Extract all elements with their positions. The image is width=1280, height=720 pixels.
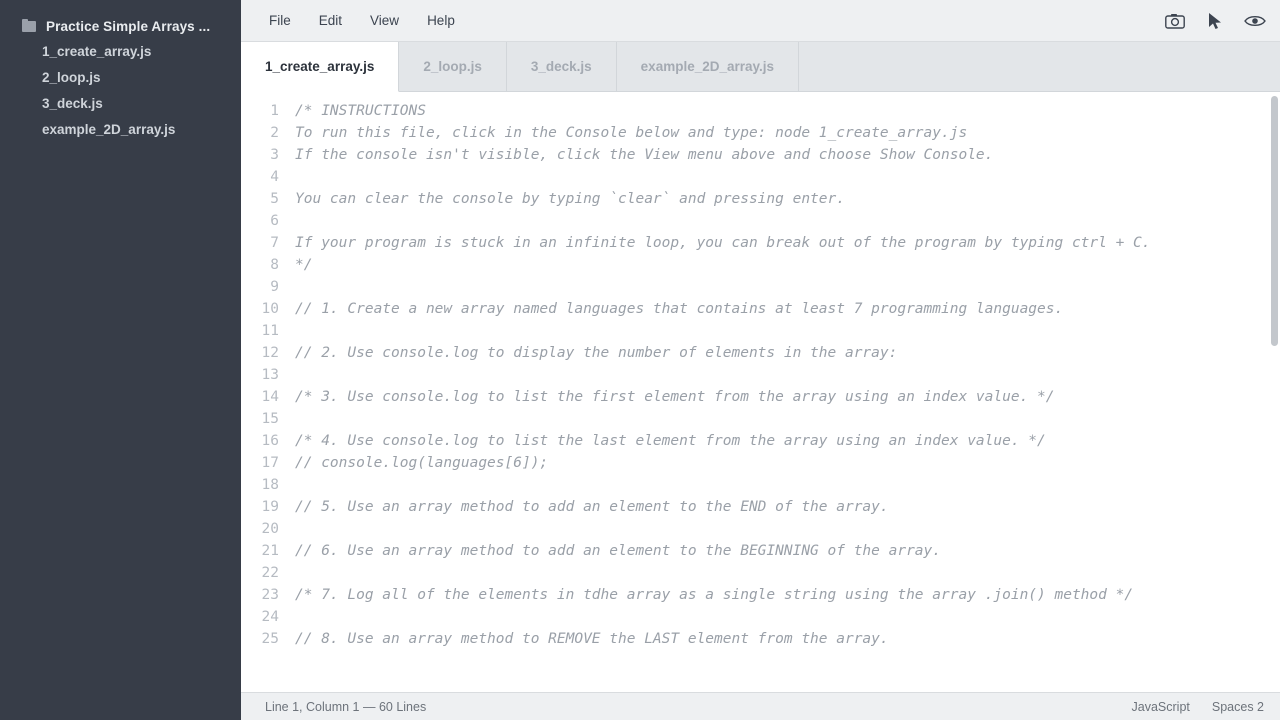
code-line[interactable]	[295, 474, 1256, 496]
line-number: 22	[261, 565, 279, 581]
line-number: 24	[261, 609, 279, 625]
line-number: 2	[270, 125, 279, 141]
tab-1-create-array[interactable]: 1_create_array.js	[241, 42, 399, 92]
tab-bar	[241, 42, 1280, 92]
code-line[interactable]	[295, 408, 1256, 430]
menu-file[interactable]: File	[269, 13, 291, 28]
code-line[interactable]: To run this file, click in the Console below and type: node 1_create_array.js	[295, 125, 968, 141]
sidebar-file-example-2d-array[interactable]: example_2D_array.js	[42, 122, 176, 137]
code-line[interactable]: // console.log(languages[6]);	[295, 455, 549, 471]
line-number: 8	[270, 257, 279, 273]
status-language[interactable]: JavaScript	[1131, 699, 1190, 714]
camera-icon[interactable]	[1164, 10, 1186, 32]
line-number: 12	[261, 345, 279, 361]
code-line[interactable]: */	[295, 257, 313, 273]
code-line[interactable]: /* INSTRUCTIONS	[295, 103, 426, 119]
code-line[interactable]: If the console isn't visible, click the View menu above and choose Show Console.	[295, 147, 994, 163]
line-number: 10	[261, 301, 279, 317]
code-line[interactable]	[295, 320, 1256, 342]
line-number: 7	[270, 235, 279, 251]
code-line[interactable]: /* 3. Use console.log to list the first element from the array using an index value. */	[295, 389, 1055, 405]
folder-icon	[22, 21, 36, 32]
sidebar	[0, 0, 241, 720]
code-line[interactable]	[295, 364, 1256, 386]
line-number: 3	[270, 147, 279, 163]
line-number: 4	[270, 169, 279, 185]
code-line[interactable]: // 8. Use an array method to REMOVE the LAST element from the array.	[295, 631, 889, 647]
tab-example-2d-array[interactable]: example_2D_array.js	[617, 42, 799, 91]
code-line[interactable]: /* 4. Use console.log to list the last element from the array using an index value. */	[295, 433, 1046, 449]
code-line[interactable]: // 1. Create a new array named languages that contains at least 7 programming languages.	[295, 301, 1064, 317]
line-number: 6	[270, 213, 279, 229]
editor-scrollbar-track[interactable]	[1268, 92, 1280, 692]
status-indent[interactable]: Spaces 2	[1211, 699, 1264, 714]
code-line[interactable]	[295, 562, 1256, 584]
editor-scrollbar-thumb[interactable]	[1271, 96, 1278, 346]
line-number: 18	[261, 477, 279, 493]
cursor-icon[interactable]	[1204, 10, 1226, 32]
eye-icon[interactable]	[1244, 10, 1266, 32]
status-right	[1132, 700, 1264, 714]
tab-3-deck[interactable]: 3_deck.js	[507, 42, 617, 91]
sidebar-file-3-deck[interactable]: 3_deck.js	[42, 96, 103, 111]
code-line[interactable]	[295, 276, 1256, 298]
menu-tools	[1164, 0, 1266, 42]
code-line[interactable]: You can clear the console by typing `clear` and pressing enter.	[295, 191, 845, 207]
code-line[interactable]: If your program is stuck in an infinite loop, you can break out of the program by typing ctrl + C.	[295, 235, 1151, 251]
line-number: 19	[261, 499, 279, 515]
code-line[interactable]: // 5. Use an array method to add an element to the END of the array.	[295, 499, 889, 515]
code-line[interactable]	[295, 166, 1256, 188]
menu-help[interactable]: Help	[427, 13, 455, 28]
project-row[interactable]	[0, 13, 241, 39]
code-line[interactable]: /* 7. Log all of the elements in tdhe array as a single string using the array .join() method */	[295, 587, 1134, 603]
code-area[interactable]	[241, 92, 1280, 692]
code-editor[interactable]	[241, 92, 1280, 692]
project-name: Practice Simple Arrays ...	[46, 18, 211, 34]
line-number: 5	[270, 191, 279, 207]
code-line[interactable]	[295, 518, 1256, 540]
tab-bar-filler	[799, 42, 1280, 91]
code-line[interactable]: // 2. Use console.log to display the number of elements in the array:	[295, 345, 898, 361]
sidebar-file-2-loop[interactable]: 2_loop.js	[42, 70, 101, 85]
menu-bar	[241, 0, 1280, 42]
tab-2-loop[interactable]: 2_loop.js	[399, 42, 507, 91]
line-number: 9	[270, 279, 279, 295]
code-line[interactable]	[295, 606, 1256, 628]
status-position: Line 1, Column 1 — 60 Lines	[265, 699, 427, 714]
line-number-gutter	[241, 92, 283, 692]
menu-edit[interactable]: Edit	[318, 13, 343, 28]
status-bar	[241, 692, 1280, 720]
line-number: 23	[261, 587, 279, 603]
line-number: 15	[261, 411, 279, 427]
main-panel	[241, 0, 1280, 720]
line-number: 17	[261, 455, 279, 471]
line-number: 1	[270, 103, 279, 119]
code-line[interactable]	[295, 210, 1256, 232]
code-lines[interactable]	[283, 92, 1280, 692]
line-number: 21	[261, 543, 279, 559]
menu-view[interactable]: View	[370, 13, 400, 28]
line-number: 25	[261, 631, 279, 647]
code-line[interactable]: // 6. Use an array method to add an element to the BEGINNING of the array.	[295, 543, 942, 559]
line-number: 14	[261, 389, 279, 405]
line-number: 11	[261, 323, 279, 339]
line-number: 20	[261, 521, 279, 537]
line-number: 16	[261, 433, 279, 449]
sidebar-file-1-create-array[interactable]: 1_create_array.js	[42, 44, 152, 59]
line-number: 13	[261, 367, 279, 383]
